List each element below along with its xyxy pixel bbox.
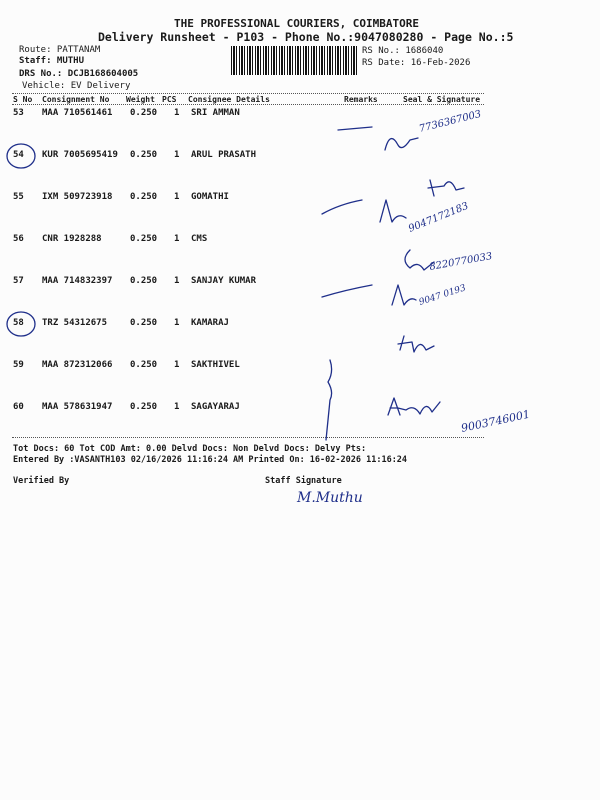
col-seal-signature: Seal & Signature: [403, 95, 481, 104]
col-remarks: Remarks: [344, 95, 378, 104]
signature-57: [392, 285, 416, 305]
row-consignment: MAA 578631947: [42, 402, 113, 412]
row-sno: 57: [13, 276, 24, 286]
row-pcs: 1: [174, 402, 180, 412]
row-consignment: MAA 714832397: [42, 276, 113, 286]
phone-note-57: 9047 0193: [417, 283, 468, 308]
row-consignment: TRZ 54312675: [42, 318, 108, 328]
drs-number: DRS No.: DCJB168604005: [19, 69, 139, 79]
col-weight: Weight: [126, 95, 155, 104]
signature-53: [385, 138, 418, 150]
runsheet-title: Delivery Runsheet - P103 - Phone No.:9047080280 - Page No.:5: [98, 30, 514, 44]
row-sno: 53: [13, 108, 24, 118]
phone-note-60: 9003746001: [459, 407, 532, 435]
row-sno: 59: [13, 360, 24, 370]
row-consignee: GOMATHI: [191, 192, 229, 202]
row-consignee: ARUL PRASATH: [191, 150, 257, 160]
row-consignment: IXM 509723918: [42, 192, 113, 202]
row-weight: 0.250: [130, 402, 158, 412]
remark-line-59-60: [326, 360, 332, 440]
route: Route: PATTANAM: [19, 45, 101, 55]
row-pcs: 1: [174, 108, 180, 118]
row-consignee: SRI AMMAN: [191, 108, 240, 118]
row-sno: 60: [13, 402, 24, 412]
signature-55a: [428, 180, 464, 196]
phone-note-53: 7736367003: [418, 108, 483, 135]
remark-dash-53: [338, 127, 372, 130]
rs-number: RS No.: 1686040: [362, 46, 444, 56]
row-pcs: 1: [174, 276, 180, 286]
row-sno: 55: [13, 192, 24, 202]
row-sno: 56: [13, 234, 24, 244]
row-weight: 0.250: [130, 150, 158, 160]
row-consignee: CMS: [191, 234, 208, 244]
vehicle: Vehicle: EV Delivery: [22, 81, 131, 91]
row-pcs: 1: [174, 192, 180, 202]
row-pcs: 1: [174, 318, 180, 328]
col-sno: S No: [13, 95, 33, 104]
row-weight: 0.250: [130, 318, 158, 328]
circle-mark-54: [7, 144, 35, 168]
entered-by-line: Entered By :VASANTH103 02/16/2026 11:16:24 AM Printed On: 16-02-2026 11:16:24: [13, 455, 408, 465]
staff-signature-label: Staff Signature: [265, 476, 342, 486]
totals-line: Tot Docs: 60 Tot COD Amt: 0.00 Delvd Docs: Non Delvd Docs: Delvy Pts:: [13, 444, 367, 454]
remark-arrow-57: [322, 285, 372, 297]
col-consignment: Consignment No: [42, 95, 110, 104]
rs-date: RS Date: 16-Feb-2026: [362, 58, 471, 68]
row-weight: 0.250: [130, 108, 158, 118]
row-consignee: SAKTHIVEL: [191, 360, 240, 370]
row-consignee: SANJAY KUMAR: [191, 276, 257, 286]
phone-note-55: 9047172183: [407, 200, 471, 235]
staff-signature-ink: M.Muthu: [297, 490, 363, 506]
row-pcs: 1: [174, 150, 180, 160]
row-weight: 0.250: [130, 276, 158, 286]
row-consignee: KAMARAJ: [191, 318, 229, 328]
row-consignee: SAGAYARAJ: [191, 402, 240, 412]
signature-55b: [380, 200, 406, 222]
remark-arrow-55: [322, 200, 362, 214]
col-consignee: Consignee Details: [188, 95, 270, 104]
verified-by-label: Verified By: [13, 476, 70, 486]
col-pcs: PCS: [162, 95, 177, 104]
staff: Staff: MUTHU: [19, 56, 85, 66]
row-weight: 0.250: [130, 192, 158, 202]
row-consignment: MAA 872312066: [42, 360, 113, 370]
row-sno: 54: [13, 150, 24, 160]
row-weight: 0.250: [130, 234, 158, 244]
signature-60: [388, 398, 440, 415]
company-name: THE PROFESSIONAL COURIERS, COIMBATORE: [174, 17, 420, 30]
signature-58: [398, 336, 434, 352]
row-consignment: MAA 710561461: [42, 108, 113, 118]
row-consignment: CNR 1928288: [42, 234, 102, 244]
row-pcs: 1: [174, 234, 180, 244]
row-consignment: KUR 7005695419: [42, 150, 118, 160]
circle-mark-58: [7, 312, 35, 336]
phone-note-56: 8220770033: [428, 251, 494, 273]
row-weight: 0.250: [130, 360, 158, 370]
row-sno: 58: [13, 318, 24, 328]
row-pcs: 1: [174, 360, 180, 370]
